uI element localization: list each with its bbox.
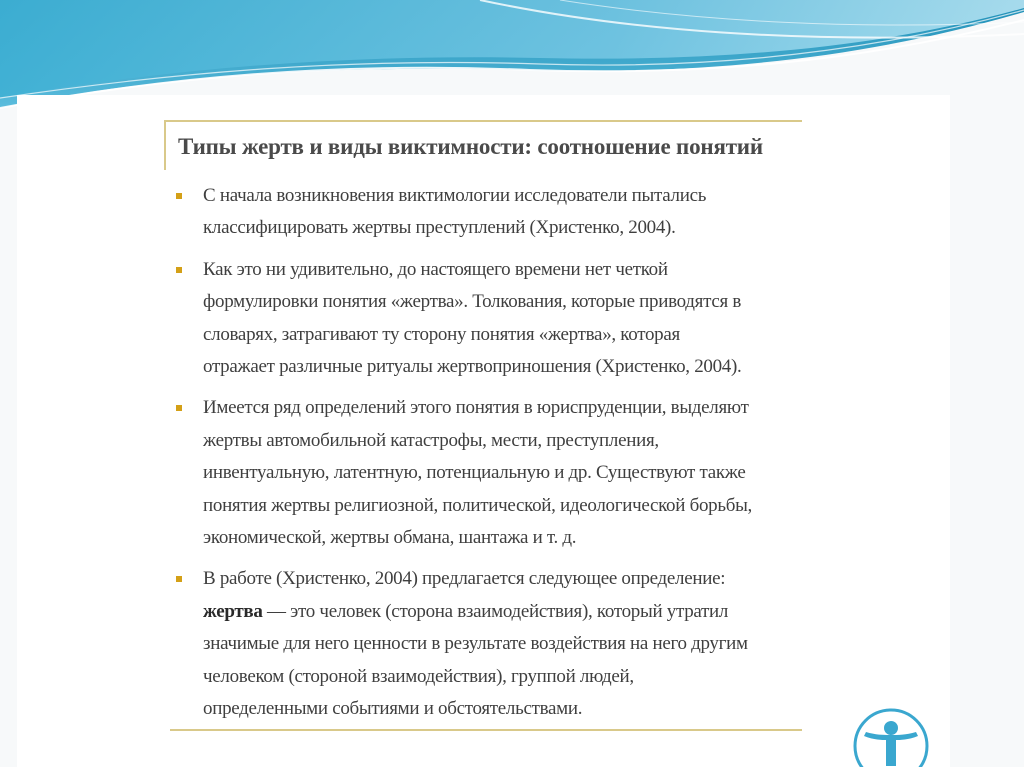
- bullet-square-icon: [176, 267, 182, 273]
- bullet-line: человеком (стороной взаимодействия), группой людей,: [203, 665, 634, 687]
- bullet-line: Имеется ряд определений этого понятия в юриспруденции, выделяют: [203, 397, 749, 419]
- bullet-square-icon: [176, 405, 182, 411]
- bullet-item-2: [176, 254, 796, 384]
- bullet-line: определенными событиями и обстоятельствами.: [203, 698, 583, 720]
- title-top-rule: [164, 120, 802, 122]
- footer-rule: [170, 729, 802, 731]
- bullet-list: [176, 180, 796, 735]
- bullet-square-icon: [176, 193, 182, 199]
- bullet-item-1: [176, 180, 796, 245]
- bullet-line: понятия жертвы религиозной, политической, идеологической борьбы,: [203, 494, 752, 516]
- bullet-square-icon: [176, 576, 182, 582]
- bullet-line: формулировки понятия «жертва». Толкования, которые приводятся в: [203, 291, 742, 313]
- bullet-line: классифицировать жертвы преступлений (Христенко, 2004).: [203, 217, 676, 239]
- title-left-rule: [164, 120, 166, 170]
- bullet-line: С начала возникновения виктимологии исследователи пытались: [203, 185, 707, 206]
- bullet-item-3: [176, 392, 796, 554]
- defined-term: жертва: [203, 600, 263, 622]
- bullet-line: инвентуальную, латентную, потенциальную и др. Существуют также: [203, 462, 746, 484]
- bullet-line: жертвы автомобильной катастрофы, мести, преступления,: [203, 429, 659, 451]
- slide-title: Типы жертв и виды виктимности: соотношение понятий: [178, 134, 763, 159]
- bullet-line: словарях, затрагивают ту сторону понятия «жертва», которая: [203, 323, 680, 345]
- definition-line: [203, 596, 796, 628]
- bullet-line: отражает различные ритуалы жертвоприношения (Христенко, 2004).: [203, 356, 742, 378]
- bullet-line: экономической, жертвы обмана, шантажа и т. д.: [203, 527, 577, 549]
- definition-text: — это человек (сторона взаимодействия), который утратил: [262, 600, 729, 622]
- bullet-line: В работе (Христенко, 2004) предлагается следующее определение:: [203, 568, 726, 590]
- bullet-line: значимые для него ценности в результате воздействия на него другим: [203, 633, 748, 655]
- bullet-line: Как это ни удивительно, до настоящего времени нет четкой: [203, 258, 668, 280]
- bullet-item-4: [176, 563, 796, 725]
- person-circle-logo-icon: [850, 700, 932, 767]
- decorative-wave-banner: [0, 0, 1024, 110]
